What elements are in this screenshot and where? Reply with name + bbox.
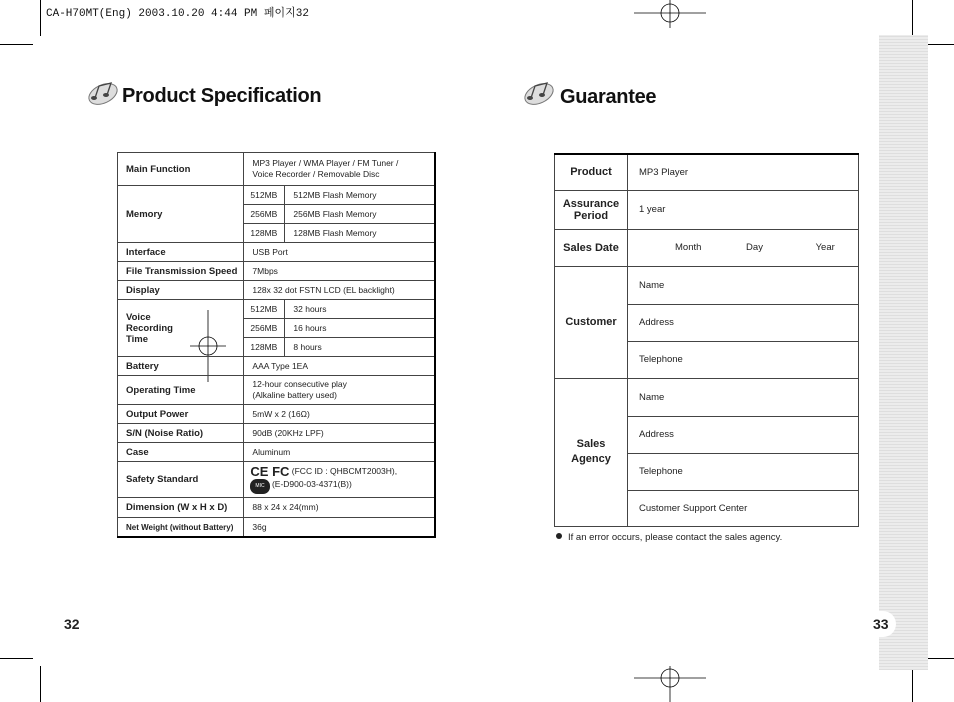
spec-label: Interface (118, 243, 244, 262)
table-row (118, 262, 436, 281)
registration-mark (634, 666, 706, 702)
spec-label: File Transmission Speed (118, 262, 244, 281)
guarantee-label: Product (555, 154, 628, 190)
spec-value: 8 hours (285, 338, 435, 357)
spec-sublabel: 256MB (244, 205, 285, 224)
spec-value: USB Port (244, 243, 435, 262)
table-row (118, 186, 436, 205)
agency-field: Name (628, 378, 859, 416)
spec-sublabel: 512MB (244, 300, 285, 319)
spec-value: 5mW x 2 (16Ω) (244, 405, 435, 424)
guarantee-label: Customer (555, 266, 628, 378)
spec-value: 32 hours (285, 300, 435, 319)
spec-value: Aluminum (244, 443, 435, 462)
guarantee-table (554, 153, 859, 527)
table-row (555, 190, 859, 229)
spec-label: Output Power (118, 405, 244, 424)
year-label: Year (815, 242, 835, 253)
spec-value: 16 hours (285, 319, 435, 338)
page-number: 32 (64, 616, 80, 632)
spec-sublabel: 128MB (244, 338, 285, 357)
crop-mark (0, 44, 33, 45)
crop-mark (0, 658, 33, 659)
spec-label: Safety Standard (118, 462, 244, 498)
spec-value: 88 x 24 x 24(mm) (244, 498, 435, 518)
crop-mark (912, 0, 913, 36)
guarantee-label: Assurance Period (555, 190, 628, 229)
table-row (118, 518, 436, 538)
fcc-id: (FCC ID : QHBCMT2003H), (291, 465, 398, 476)
spec-value: MP3 Player / WMA Player / FM Tuner / Voice Recorder / Removable Disc (244, 153, 435, 186)
mic-id: (E-D900-03-4371(B)) (271, 478, 352, 489)
spec-value (244, 462, 435, 498)
month-label: Month (675, 242, 702, 253)
agency-field: Customer Support Center (628, 490, 859, 526)
table-row (118, 424, 436, 443)
page-edge-strip (879, 35, 928, 670)
table-row (118, 243, 436, 262)
table-row (118, 357, 436, 376)
music-notes-icon (522, 80, 556, 106)
agency-field: Address (628, 416, 859, 453)
crop-mark (40, 666, 41, 702)
day-label: Day (746, 242, 763, 253)
spec-value: 7Mbps (244, 262, 435, 281)
spec-label: Battery (118, 357, 244, 376)
spec-label: Dimension (W x H x D) (118, 498, 244, 518)
table-row (118, 462, 436, 498)
spec-table (117, 152, 436, 538)
spec-label: Display (118, 281, 244, 300)
table-row (118, 153, 436, 186)
spec-label: Net Weight (without Battery) (118, 518, 244, 538)
note-text: If an error occurs, please contact the sales agency. (568, 532, 783, 543)
table-row (555, 154, 859, 190)
page-title: Product Specification (122, 85, 322, 107)
spec-value: 256MB Flash Memory (285, 205, 435, 224)
table-row (118, 443, 436, 462)
music-notes-icon (86, 80, 120, 106)
spec-value: 128x 32 dot FSTN LCD (EL backlight) (244, 281, 435, 300)
spec-sublabel: 512MB (244, 186, 285, 205)
spec-label: Memory (118, 186, 244, 243)
crop-mark (40, 0, 41, 36)
customer-field: Name (628, 266, 859, 304)
page-number: 33 (873, 616, 889, 632)
table-row (118, 498, 436, 518)
table-row (118, 281, 436, 300)
spec-value: 12-hour consecutive play (Alkaline battery used) (244, 376, 435, 405)
guarantee-value: MP3 Player (628, 154, 859, 190)
spec-label: Operating Time (118, 376, 244, 405)
table-row (118, 300, 436, 319)
guarantee-note (556, 532, 782, 543)
spec-value: AAA Type 1EA (244, 357, 435, 376)
guarantee-value: 1 year (628, 190, 859, 229)
bullet-icon (556, 533, 562, 539)
guarantee-label: Sales Agency (555, 378, 628, 526)
spec-sublabel: 128MB (244, 224, 285, 243)
registration-mark (634, 0, 706, 28)
agency-field: Telephone (628, 453, 859, 490)
fcc-line (250, 463, 428, 479)
spec-sublabel: 256MB (244, 319, 285, 338)
spec-label: Main Function (118, 153, 244, 186)
table-row (118, 405, 436, 424)
spec-value: 512MB Flash Memory (285, 186, 435, 205)
mic-logo: MIC (250, 479, 269, 494)
ce-fcc-logo: CE FC (250, 463, 290, 479)
table-row (555, 266, 859, 304)
spec-value: 128MB Flash Memory (285, 224, 435, 243)
spec-label: Voice Recording Time (118, 300, 244, 357)
mic-line (250, 479, 428, 494)
table-row (555, 229, 859, 266)
spec-value: 90dB (20KHz LPF) (244, 424, 435, 443)
sales-date-fields (628, 229, 859, 266)
spec-label: S/N (Noise Ratio) (118, 424, 244, 443)
crop-mark (912, 666, 913, 702)
print-header: CA-H70MT(Eng) 2003.10.20 4:44 PM 페이지32 (46, 8, 309, 20)
table-row (118, 376, 436, 405)
spec-label: Case (118, 443, 244, 462)
customer-field: Address (628, 304, 859, 341)
guarantee-label: Sales Date (555, 229, 628, 266)
table-row (555, 378, 859, 416)
customer-field: Telephone (628, 341, 859, 378)
page-title: Guarantee (560, 86, 657, 108)
spec-value: 36g (244, 518, 435, 538)
